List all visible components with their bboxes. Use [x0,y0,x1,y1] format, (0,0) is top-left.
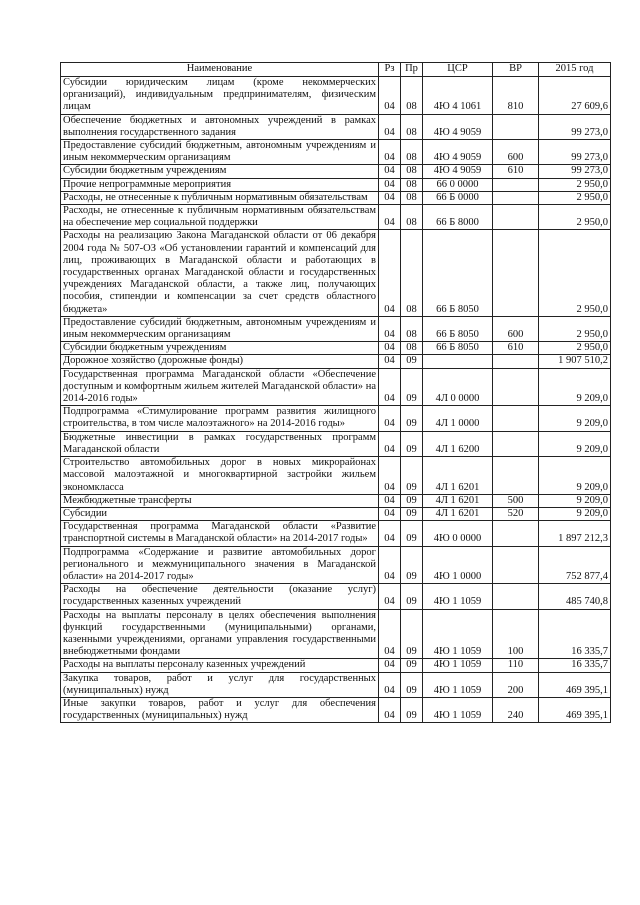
header-name: Наименование [61,63,379,77]
row-pr: 09 [401,368,423,406]
row-csr: 4Л 1 6201 [423,507,493,520]
row-csr: 4Ю 4 1061 [423,77,493,115]
row-rz: 04 [379,230,401,316]
row-rz: 04 [379,114,401,139]
row-amount: 485 740,8 [539,584,611,609]
row-csr: 4Ю 1 0000 [423,546,493,584]
table-row [61,697,611,722]
row-pr: 09 [401,546,423,584]
table-row [61,178,611,191]
row-name: Иные закупки товаров, работ и услуг для обеспечения государственных (муниципальных) нужд [61,697,379,722]
row-amount: 99 273,0 [539,165,611,178]
row-pr: 09 [401,521,423,546]
row-amount: 99 273,0 [539,114,611,139]
table-row [61,457,611,495]
row-amount: 2 950,0 [539,205,611,230]
row-pr: 09 [401,457,423,495]
table-row [61,494,611,507]
row-amount: 9 209,0 [539,507,611,520]
row-rz: 04 [379,140,401,165]
row-amount: 9 209,0 [539,368,611,406]
row-name: Расходы на выплаты персоналу в целях обеспечения выполнения функций государственными (муниципальными) органами, казенными учреждениями, органами управления государственными внебюджетными фондами [61,609,379,659]
table-row [61,355,611,368]
row-name: Расходы, не отнесенные к публичным нормативным обязательствам на обеспечение мер социальной поддержки [61,205,379,230]
row-csr: 4Ю 0 0000 [423,521,493,546]
row-amount: 27 609,6 [539,77,611,115]
table-row [61,140,611,165]
row-pr: 08 [401,342,423,355]
table-row [61,342,611,355]
row-amount: 469 395,1 [539,672,611,697]
row-csr: 66 Б 0000 [423,191,493,204]
row-name: Подпрограмма «Стимулирование программ развития жилищного строительства, в том числе малоэтажного» на 2014-2016 годы» [61,406,379,431]
table-row [61,584,611,609]
row-pr: 08 [401,316,423,341]
row-rz: 04 [379,584,401,609]
row-vr [493,406,539,431]
row-pr: 08 [401,114,423,139]
row-csr: 66 Б 8050 [423,316,493,341]
table-row [61,406,611,431]
row-csr: 4Ю 4 9059 [423,140,493,165]
row-rz: 04 [379,546,401,584]
row-rz: 04 [379,494,401,507]
header-pr: Пр [401,63,423,77]
row-name: Расходы на реализацию Закона Магаданской области от 06 декабря 2004 года № 507-ОЗ «Об установлении гарантий и компенсаций для лиц, проживающих в Магаданской области и работающих в государственных органах Магаданской области и государственных учреждениях Магаданской области, а также лиц, получающих пособия, стипендии и компенсации за счет средств областного бюджета» [61,230,379,316]
row-vr: 500 [493,494,539,507]
row-pr: 09 [401,697,423,722]
row-name: Предоставление субсидий бюджетным, автономным учреждениям и иным некоммерческим организациям [61,316,379,341]
row-rz: 04 [379,406,401,431]
row-pr: 08 [401,191,423,204]
row-name: Прочие непрограммные мероприятия [61,178,379,191]
row-csr: 4Ю 1 1059 [423,609,493,659]
row-rz: 04 [379,521,401,546]
row-rz: 04 [379,457,401,495]
row-name: Субсидии юридическим лицам (кроме некоммерческих организаций), индивидуальным предпринимателям, физическим лицам [61,77,379,115]
row-csr: 4Л 1 6201 [423,457,493,495]
row-csr: 66 Б 8050 [423,342,493,355]
table-row [61,368,611,406]
row-csr: 4Л 1 6200 [423,431,493,456]
header-vr: ВР [493,63,539,77]
row-amount: 9 209,0 [539,406,611,431]
row-amount: 1 907 510,2 [539,355,611,368]
table-row [61,672,611,697]
table-row [61,77,611,115]
row-vr [493,205,539,230]
table-row [61,546,611,584]
row-vr: 110 [493,659,539,672]
row-pr: 08 [401,165,423,178]
row-pr: 08 [401,140,423,165]
row-rz: 04 [379,431,401,456]
row-vr [493,355,539,368]
table-row [61,205,611,230]
row-name: Субсидии бюджетным учреждениям [61,165,379,178]
row-name: Предоставление субсидий бюджетным, автономным учреждениям и иным некоммерческим организациям [61,140,379,165]
row-amount: 2 950,0 [539,191,611,204]
row-pr: 08 [401,205,423,230]
row-rz: 04 [379,316,401,341]
row-vr: 600 [493,140,539,165]
row-amount: 9 209,0 [539,457,611,495]
row-amount: 16 335,7 [539,609,611,659]
row-name: Подпрограмма «Содержание и развитие автомобильных дорог регионального и межмуниципального значения в Магаданской области» на 2014-2017 годы» [61,546,379,584]
row-pr: 09 [401,406,423,431]
row-vr: 810 [493,77,539,115]
row-csr: 66 Б 8050 [423,230,493,316]
row-name: Межбюджетные трансферты [61,494,379,507]
row-pr: 09 [401,609,423,659]
header-csr: ЦСР [423,63,493,77]
row-vr: 240 [493,697,539,722]
row-amount: 2 950,0 [539,230,611,316]
table-row [61,521,611,546]
row-rz: 04 [379,191,401,204]
row-name: Государственная программа Магаданской области «Обеспечение доступным и комфортным жильем жителей Магаданской области» на 2014-2016 годы» [61,368,379,406]
row-vr: 520 [493,507,539,520]
row-amount: 9 209,0 [539,494,611,507]
row-rz: 04 [379,672,401,697]
row-pr: 09 [401,431,423,456]
budget-table [60,62,611,723]
table-row [61,659,611,672]
row-csr: 4Ю 1 1059 [423,584,493,609]
header-rz: Рз [379,63,401,77]
row-name: Обеспечение бюджетных и автономных учреждений в рамках выполнения государственного задания [61,114,379,139]
row-pr: 08 [401,178,423,191]
row-pr: 08 [401,77,423,115]
row-amount: 2 950,0 [539,316,611,341]
row-rz: 04 [379,342,401,355]
row-vr [493,114,539,139]
row-name: Субсидии бюджетным учреждениям [61,342,379,355]
table-row [61,431,611,456]
row-csr [423,355,493,368]
table-row [61,165,611,178]
row-rz: 04 [379,165,401,178]
row-csr: 4Ю 4 9059 [423,165,493,178]
row-vr [493,431,539,456]
row-pr: 09 [401,507,423,520]
row-amount: 2 950,0 [539,178,611,191]
row-pr: 09 [401,672,423,697]
row-vr: 610 [493,165,539,178]
row-vr [493,521,539,546]
row-name: Расходы, не отнесенные к публичным нормативным обязательствам [61,191,379,204]
row-pr: 08 [401,230,423,316]
row-vr [493,457,539,495]
table-row [61,316,611,341]
row-name: Бюджетные инвестиции в рамках государственных программ Магаданской области [61,431,379,456]
row-name: Дорожное хозяйство (дорожные фонды) [61,355,379,368]
row-vr: 600 [493,316,539,341]
row-csr: 66 Б 8000 [423,205,493,230]
row-amount: 752 877,4 [539,546,611,584]
row-rz: 04 [379,355,401,368]
row-amount: 16 335,7 [539,659,611,672]
row-vr: 100 [493,609,539,659]
row-csr: 4Ю 4 9059 [423,114,493,139]
table-row [61,609,611,659]
row-vr [493,546,539,584]
row-rz: 04 [379,205,401,230]
table-header-row [61,63,611,77]
row-name: Государственная программа Магаданской области «Развитие транспортной системы в Магаданской области» на 2014-2017 годы» [61,521,379,546]
row-rz: 04 [379,368,401,406]
row-name: Субсидии [61,507,379,520]
table-row [61,507,611,520]
row-csr: 4Л 1 6201 [423,494,493,507]
row-rz: 04 [379,659,401,672]
row-pr: 09 [401,659,423,672]
row-pr: 09 [401,494,423,507]
row-vr: 610 [493,342,539,355]
row-csr: 4Ю 1 1059 [423,697,493,722]
row-name: Строительство автомобильных дорог в новых микрорайонах массовой малоэтажной и многоквартирной застройки жильем экономкласса [61,457,379,495]
row-rz: 04 [379,609,401,659]
row-vr: 200 [493,672,539,697]
row-vr [493,368,539,406]
table-row [61,230,611,316]
row-csr: 66 0 0000 [423,178,493,191]
row-amount: 1 897 212,3 [539,521,611,546]
row-rz: 04 [379,77,401,115]
row-csr: 4Л 0 0000 [423,368,493,406]
document-page [60,62,610,723]
row-name: Расходы на выплаты персоналу казенных учреждений [61,659,379,672]
row-rz: 04 [379,697,401,722]
row-vr [493,191,539,204]
row-name: Закупка товаров, работ и услуг для государственных (муниципальных) нужд [61,672,379,697]
table-row [61,114,611,139]
row-csr: 4Ю 1 1059 [423,659,493,672]
row-csr: 4Л 1 0000 [423,406,493,431]
row-amount: 99 273,0 [539,140,611,165]
row-vr [493,230,539,316]
header-year: 2015 год [539,63,611,77]
row-vr [493,584,539,609]
row-amount: 9 209,0 [539,431,611,456]
row-amount: 469 395,1 [539,697,611,722]
row-pr: 09 [401,584,423,609]
row-rz: 04 [379,178,401,191]
row-name: Расходы на обеспечение деятельности (оказание услуг) государственных казенных учреждений [61,584,379,609]
row-csr: 4Ю 1 1059 [423,672,493,697]
row-rz: 04 [379,507,401,520]
row-pr: 09 [401,355,423,368]
row-amount: 2 950,0 [539,342,611,355]
table-row [61,191,611,204]
row-vr [493,178,539,191]
